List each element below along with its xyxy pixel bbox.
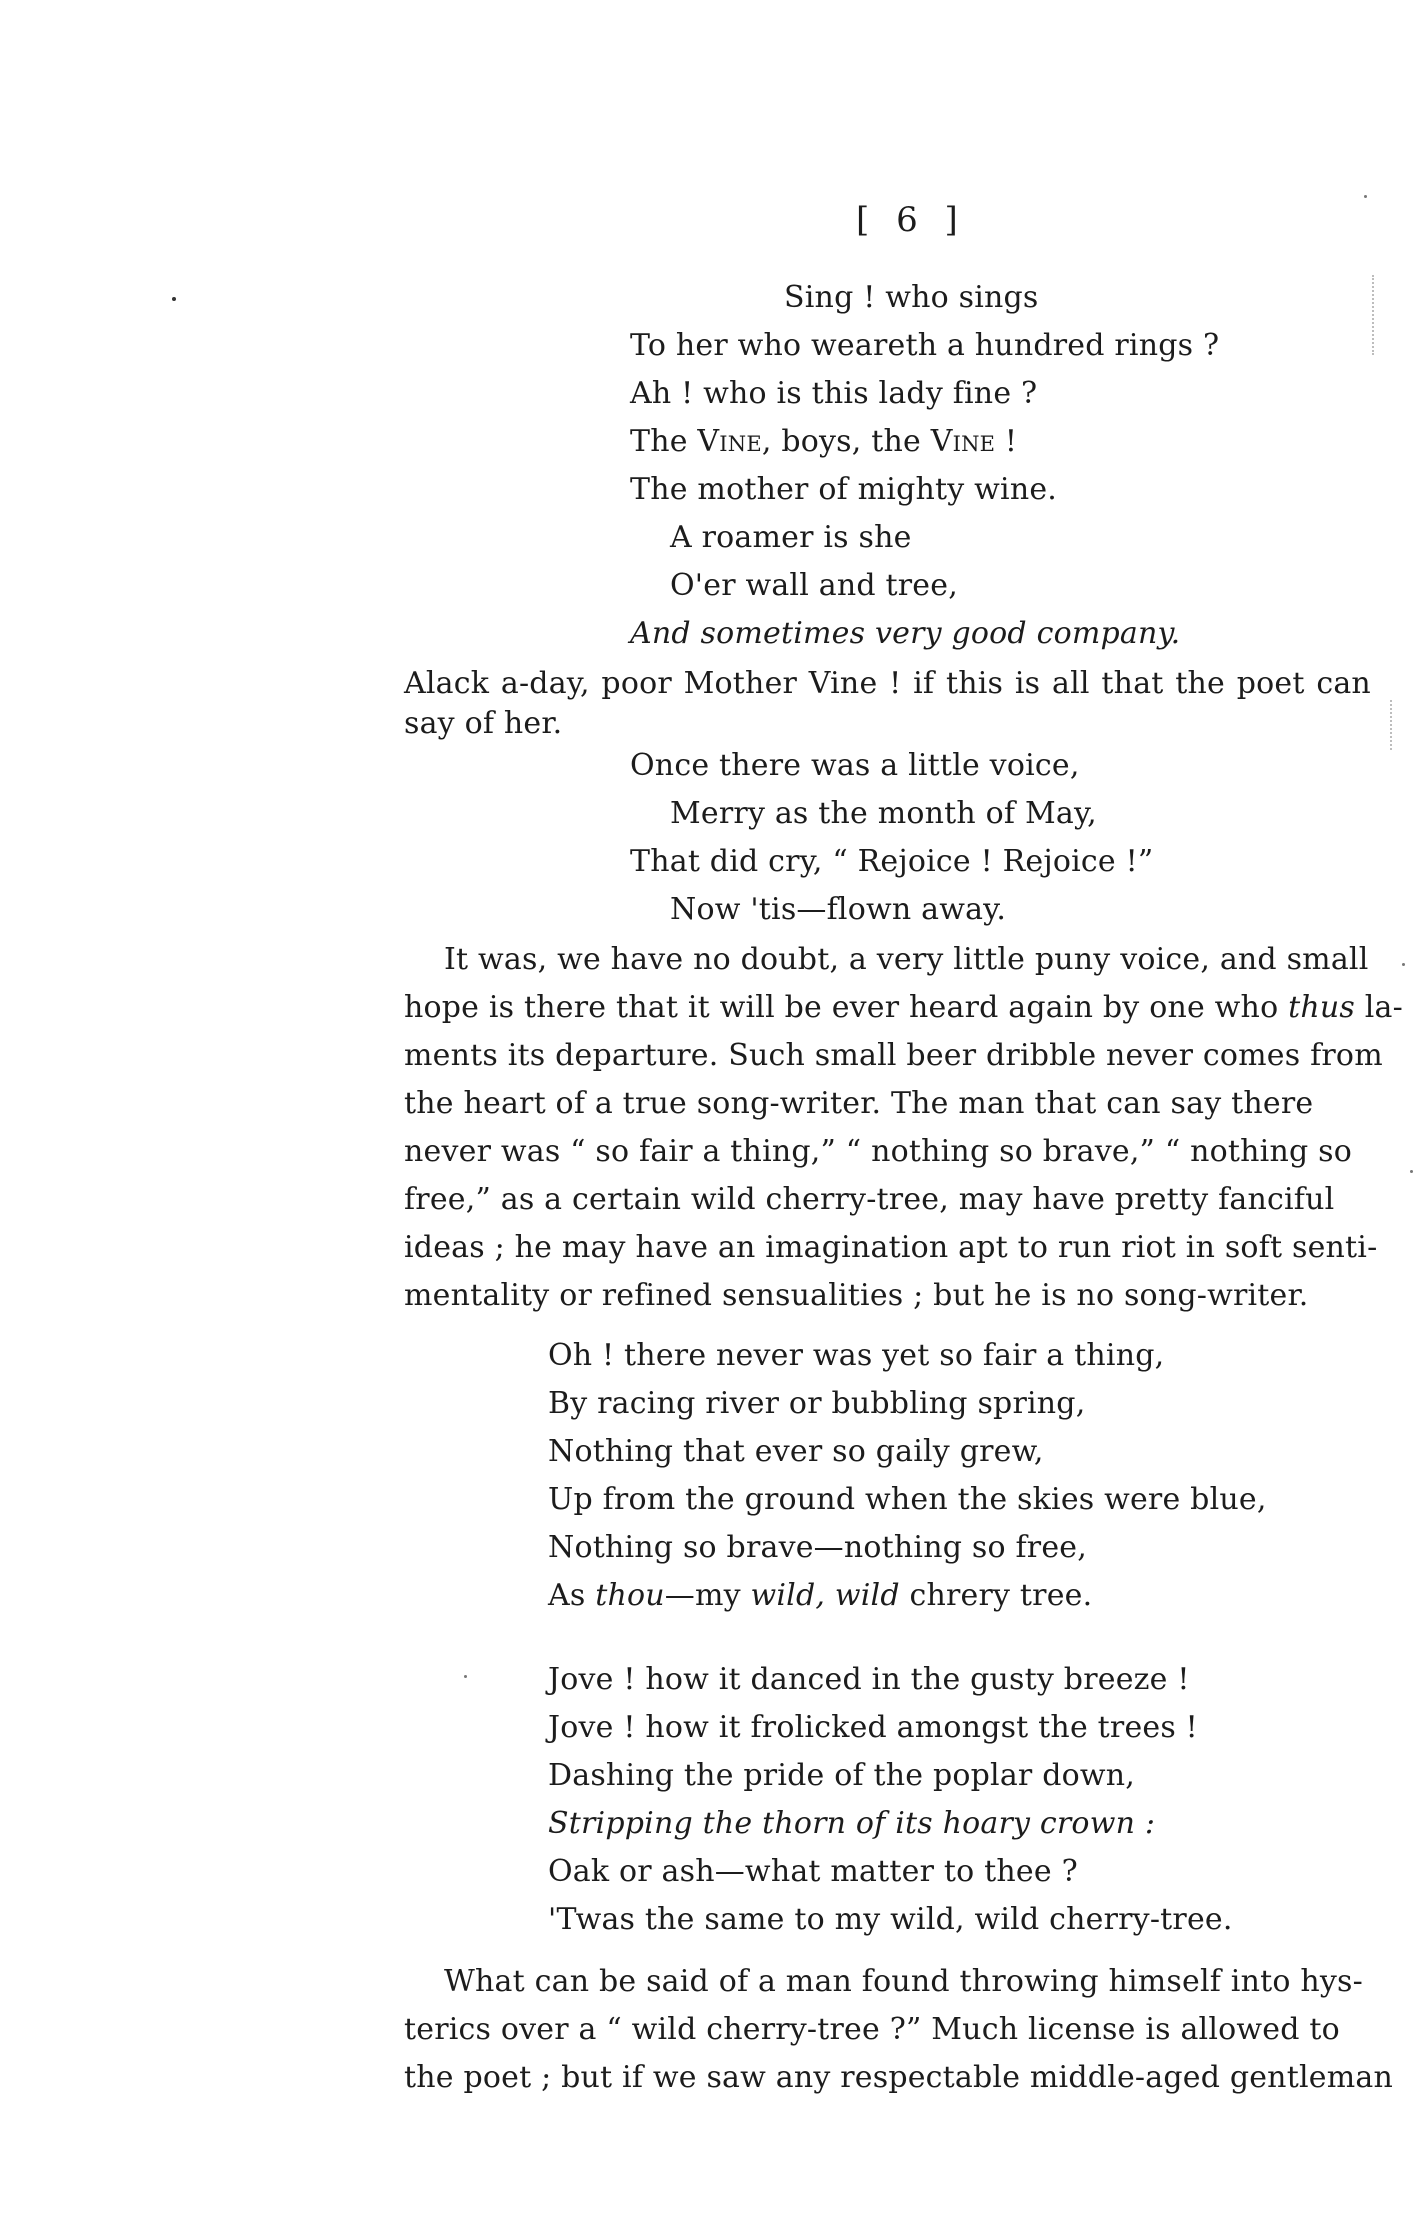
verse-line: Merry as the month of May, [670,796,1097,831]
small-caps-word: Vine [930,424,996,459]
prose-line: free,” as a certain wild cherry-tree, may have pretty fanciful [404,1182,1335,1217]
prose-line: mentality or refined sensualities ; but he is no song-writer. [404,1278,1309,1313]
verse-line: To her who weareth a hundred rings ? [630,328,1220,363]
verse-line: Once there was a little voice, [630,748,1080,783]
prose-line: the heart of a true song-writer. The man that can say there [404,1086,1314,1121]
verse-line: That did cry, “ Rejoice ! Rejoice !” [630,844,1154,879]
prose-line: never was “ so fair a thing,” “ nothing so brave,” “ nothing so [404,1134,1352,1169]
scan-speck [1402,963,1405,966]
prose-line: say of her. [404,706,563,741]
verse-line: The mother of mighty wine. [630,472,1058,507]
small-caps-word: Vine [697,424,762,459]
page-number: [ 6 ] [856,200,966,240]
prose-line: Alack a-day, poor Mother Vine ! if this is all that the poet can [404,666,1371,701]
verse-line: Dashing the pride of the poplar down, [548,1758,1136,1793]
verse-line: Jove ! how it danced in the gusty breeze ! [548,1662,1190,1697]
prose-line: ideas ; he may have an imagination apt to run riot in soft senti- [404,1230,1378,1265]
prose-line: the poet ; but if we saw any respectable middle-aged gentleman [404,2060,1393,2095]
verse-line: A roamer is she [670,520,912,555]
scan-speck [464,1675,467,1678]
prose-line: ments its departure. Such small beer dribble never comes from [404,1038,1383,1073]
verse-line: Oh ! there never was yet so fair a thing, [548,1338,1165,1373]
verse-line: Stripping the thorn of its hoary crown : [548,1806,1156,1841]
prose-line: What can be said of a man found throwing himself into hys- [444,1964,1363,1999]
verse-line: 'Twas the same to my wild, wild cherry-tree. [548,1902,1233,1937]
prose-line: terics over a “ wild cherry-tree ?” Much license is allowed to [404,2012,1340,2047]
prose-line: hope is there that it will be ever heard again by one who thus la- [404,990,1403,1025]
verse-line: O'er wall and tree, [670,568,958,603]
verse-line: Nothing so brave—nothing so free, [548,1530,1087,1565]
verse-line: Sing ! who sings [784,280,1039,315]
verse-line: Up from the ground when the skies were blue, [548,1482,1267,1517]
verse-line: As thou—my wild, wild chrery tree. [548,1578,1093,1613]
verse-line: Nothing that ever so gaily grew, [548,1434,1044,1469]
scan-mark [1372,275,1374,355]
scan-mark [1390,700,1392,750]
verse-line: Jove ! how it frolicked amongst the trees ! [548,1710,1198,1745]
verse-line: And sometimes very good company. [630,616,1181,651]
verse-line: By racing river or bubbling spring, [548,1386,1086,1421]
verse-line: Now 'tis—flown away. [670,892,1007,927]
scan-speck [1364,195,1367,198]
scan-speck [172,297,176,301]
verse-line: Oak or ash—what matter to thee ? [548,1854,1078,1889]
prose-line: It was, we have no doubt, a very little puny voice, and small [444,942,1369,977]
scan-speck [1410,1170,1413,1173]
verse-line: Ah ! who is this lady fine ? [630,376,1038,411]
verse-line: The Vine, boys, the Vine ! [630,424,1018,459]
